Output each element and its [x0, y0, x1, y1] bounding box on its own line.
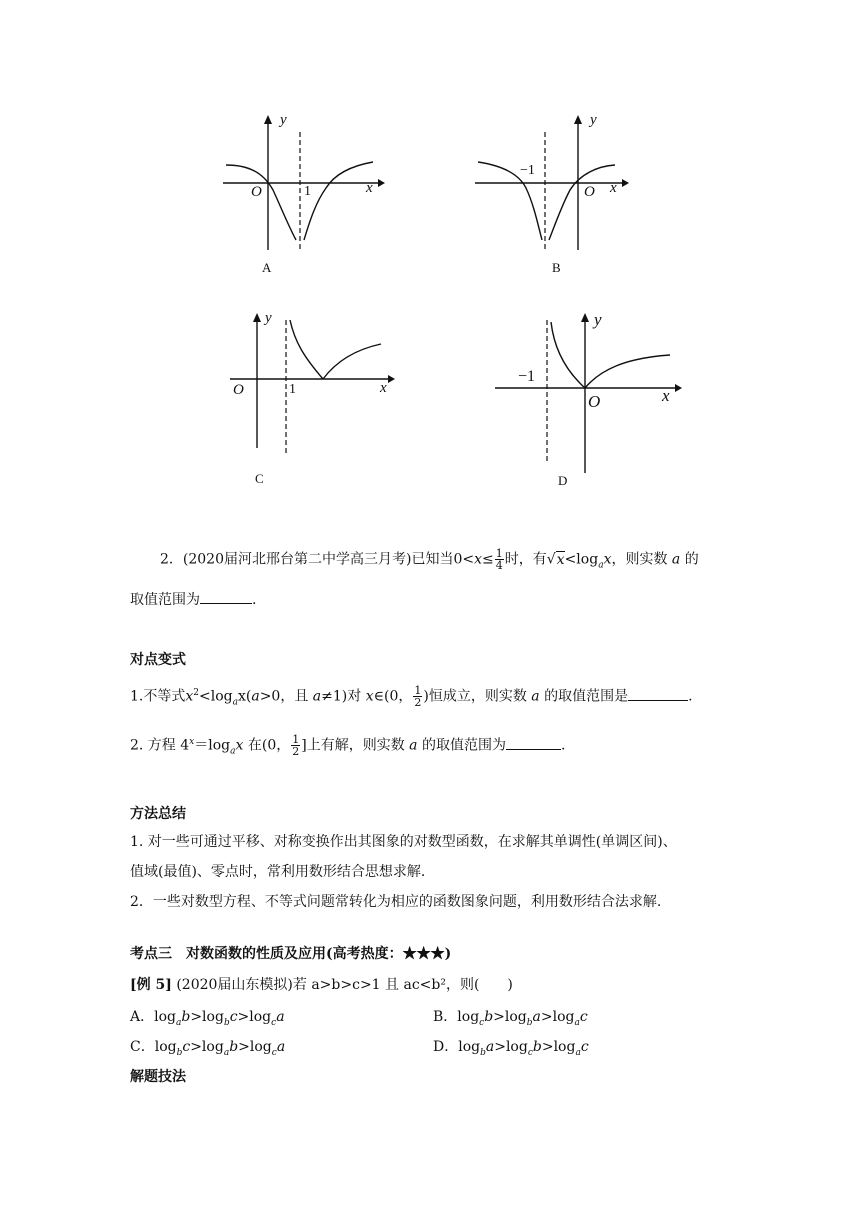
- v2-p6: 的取值范围为: [421, 737, 506, 754]
- variant-title: 对点变式: [130, 652, 186, 668]
- q2-mid: 时，有: [504, 551, 547, 568]
- graph-d-svg: [490, 308, 690, 468]
- v1-end: .: [688, 688, 693, 705]
- v1-a2: a: [312, 688, 322, 705]
- graph-b: [470, 110, 640, 275]
- v1-sup: 2: [193, 688, 199, 698]
- v2-p3: x: [235, 737, 244, 754]
- option-b-prefix: B．log: [433, 1009, 480, 1025]
- v2-a: a: [409, 737, 418, 754]
- variant-item-2: [130, 732, 565, 761]
- method-line-1: 1. 对一些可通过平移、对称变换作出其图象的对数型函数，在求解其单调性(单调区间)、: [130, 834, 677, 850]
- q2-frac-num: 1: [495, 547, 503, 560]
- question-2-line1: 2．(2020届河北邢台第二中学高三月考)已知当0<x≤ $\frac{1}{4}$ 时，有$√x<\log_ax$，则实数 a 的: [160, 547, 699, 572]
- v1-x2: x: [365, 688, 374, 705]
- v2-p2: ＝log: [194, 737, 231, 754]
- graph-d-origin: O: [588, 392, 601, 411]
- v1-x: x: [185, 688, 194, 705]
- q2-fraction: [495, 548, 504, 571]
- graph-b-tick: −1: [520, 163, 535, 178]
- graph-c-letter: C: [255, 471, 264, 486]
- graph-b-x-label: x: [610, 180, 617, 196]
- v1-p3: x(: [237, 688, 252, 705]
- graph-d-x-label: x: [662, 386, 670, 405]
- example-tag: [例 5]: [130, 977, 172, 993]
- example-5: [130, 975, 513, 995]
- v2-p1: 2. 方程 4: [130, 737, 190, 754]
- v2-fraction: [291, 734, 300, 757]
- q2-prefix: 2．(2020届河北邢台第二中学高三月考)已知当0<: [160, 551, 475, 568]
- v1-answer-blank[interactable]: [628, 686, 688, 701]
- v1-num: 1: [414, 684, 422, 698]
- q2-x: x: [474, 551, 483, 568]
- example-text: (2020届山东模拟)若 a>b>c>1 且 ac<b²，则( ): [171, 977, 513, 993]
- option-d[interactable]: D．$\log_ba>\log_cb>\log_ac$: [433, 1039, 589, 1058]
- v1-fraction: [413, 685, 422, 708]
- v1-a3: a: [531, 688, 540, 705]
- v1-p2: <log: [199, 688, 233, 705]
- graph-d: [490, 308, 690, 488]
- graph-a-tick: 1: [304, 184, 311, 199]
- graph-c: [225, 308, 400, 486]
- q2-x2: x: [603, 551, 612, 568]
- option-a-prefix: A．log: [130, 1009, 176, 1025]
- q2-answer-blank[interactable]: [200, 589, 252, 604]
- graph-a: [218, 110, 388, 275]
- q2-log-base: a: [598, 560, 604, 571]
- q2-frac-den: 4: [495, 559, 503, 572]
- q2-sqrt-x: x: [556, 551, 565, 568]
- graph-c-svg: [225, 308, 400, 458]
- graph-d-y-label: y: [594, 310, 602, 329]
- question-2-line2: 取值范围为 .: [130, 589, 256, 610]
- v1-p5: ≠1)对: [321, 688, 362, 705]
- v2-end: .: [560, 737, 566, 754]
- v2-num: 1: [292, 733, 300, 747]
- v2-p4: 在(0，: [247, 737, 291, 754]
- graph-b-letter: B: [552, 260, 561, 275]
- method-line-3: 2．一些对数型方程、不等式问题常转化为相应的函数图象问题，利用数形结合法求解.: [130, 894, 662, 910]
- option-c[interactable]: C．$\log_bc>\log_ab>\log_ca$: [130, 1039, 286, 1058]
- graph-c-origin: O: [233, 382, 244, 398]
- q2-end: 的: [684, 551, 699, 568]
- graph-a-letter: A: [262, 260, 272, 275]
- v1-p4: >0，且: [259, 688, 309, 705]
- option-b[interactable]: B．$\log_cb>\log_ba>\log_ac$: [433, 1009, 588, 1028]
- v1-p8: 的取值范围是: [544, 688, 629, 705]
- graph-c-x-label: x: [380, 380, 387, 396]
- v1-p6: ∈(0，: [373, 688, 413, 705]
- q2-a: a: [671, 551, 681, 568]
- graph-a-origin: O: [251, 184, 262, 200]
- point3-title: 考点三 对数函数的性质及应用(高考热度：★★★): [130, 946, 452, 962]
- tips-title: 解题技法: [130, 1069, 186, 1085]
- v2-sub: a: [230, 746, 236, 757]
- q2-le: ≤: [482, 551, 494, 568]
- q2-suffix: ，则实数: [611, 551, 668, 568]
- graph-d-tick: −1: [518, 368, 536, 385]
- method-line-2: 值域(最值)、零点时，常利用数形结合思想求解.: [130, 864, 426, 880]
- v1-sub: a: [232, 697, 238, 708]
- v2-p5: ]上有解，则实数: [301, 737, 405, 754]
- v2-sup: x: [189, 737, 195, 747]
- v1-a1: a: [251, 688, 260, 705]
- graph-c-tick: 1: [289, 382, 296, 397]
- option-c-prefix: C．log: [130, 1039, 177, 1055]
- v1-p1: 1.不等式: [130, 688, 186, 705]
- q2-log: <log: [564, 551, 599, 568]
- graph-c-y-label: y: [265, 310, 272, 326]
- v1-p7: )恒成立，则实数: [423, 688, 527, 705]
- graph-b-origin: O: [584, 184, 595, 200]
- v2-answer-blank[interactable]: [506, 735, 561, 750]
- option-d-prefix: D．log: [433, 1039, 481, 1055]
- variant-item-1: [130, 683, 693, 712]
- v1-den: 2: [414, 696, 422, 710]
- q2-line2: 取值范围为: [130, 592, 200, 608]
- graph-a-y-label: y: [280, 112, 287, 128]
- graph-a-svg: [218, 110, 388, 255]
- graph-d-letter: D: [558, 473, 568, 488]
- graph-b-y-label: y: [590, 112, 597, 128]
- option-a[interactable]: A．$\log_ab>\log_bc>\log_ca$: [130, 1009, 285, 1028]
- graph-a-x-label: x: [366, 180, 373, 196]
- v2-den: 2: [292, 745, 300, 759]
- method-title: 方法总结: [130, 806, 186, 822]
